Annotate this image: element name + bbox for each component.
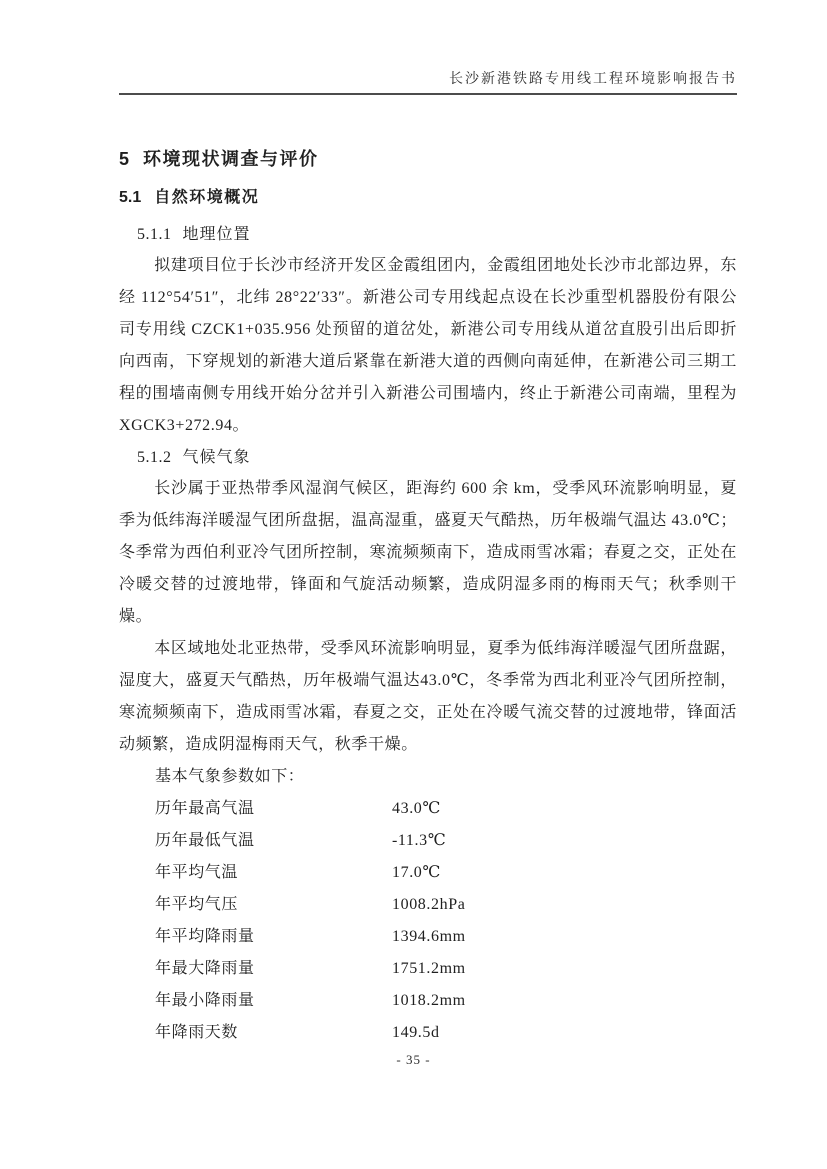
parameter-label: 年最小降雨量	[155, 992, 255, 1009]
parameter-value: 149.5d	[392, 1024, 440, 1041]
document-content	[119, 97, 737, 1049]
paragraph-geography: 拟建项目位于长沙市经济开发区金霞组团内，金霞组团地处长沙市北部边界，东经 112°54′51″，北纬 28°22′33″。新港公司专用线起点设在长沙重型机器股份有限公司专用线 CZCK1+035.956 处预留的道岔处，新港公司专用线从道岔直股引出后即折向西南，下穿规划的新港大道后紧靠在新港大道的西侧向南延伸，在新港公司三期工程的围墙南侧专用线开始分岔并引入新港公司围墙内，终止于新港公司南端，里程为 XGCK3+272.94。	[119, 257, 737, 434]
paragraph-climate-1: 长沙属于亚热带季风湿润气候区，距海约 600 余 km，受季风环流影响明显，夏季为低纬海洋暖湿气团所盘据，温高湿重，盛夏天气酷热，历年极端气温达 43.0℃；冬季常为西伯利亚冷气团所控制，寒流频频南下，造成雨雪冰霜；春夏之交，正处在冷暖交替的过渡地带，锋面和气旋活动频繁，造成阴湿多雨的梅雨天气；秋季则干燥。	[119, 480, 737, 625]
chapter-title: 环境现状调查与评价	[143, 149, 319, 169]
parameter-row-avg-temp	[119, 857, 737, 889]
parameter-value: 43.0℃	[392, 800, 441, 817]
section-title: 自然环境概况	[154, 189, 260, 206]
parameter-label: 年降雨天数	[155, 1024, 239, 1041]
parameter-value: 17.0℃	[392, 864, 441, 881]
subsection-number: 5.1.1	[137, 226, 172, 243]
subsection-heading-geography	[119, 223, 737, 247]
subsection-number: 5.1.2	[137, 449, 172, 466]
parameter-value: 1394.6mm	[392, 928, 466, 945]
section-heading	[119, 186, 737, 210]
subsection-title: 气候气象	[182, 449, 251, 466]
parameter-label: 年平均气温	[155, 864, 239, 881]
chapter-number: 5	[119, 149, 130, 169]
parameter-row-rain-days	[119, 1017, 737, 1049]
parameter-value: 1751.2mm	[392, 960, 466, 977]
page-header	[119, 0, 737, 95]
weather-parameter-list	[119, 793, 737, 1049]
parameter-label: 年平均降雨量	[155, 928, 255, 945]
parameter-row-avg-rainfall	[119, 921, 737, 953]
parameter-label: 年平均气压	[155, 896, 239, 913]
page-number: - 35 -	[396, 1052, 431, 1067]
subsection-heading-climate	[119, 446, 737, 470]
parameter-row-max-rainfall	[119, 953, 737, 985]
header-title: 长沙新港铁路专用线工程环境影响报告书	[449, 72, 737, 87]
parameter-label: 历年最低气温	[155, 832, 255, 849]
paragraph-climate-2: 本区域地处北亚热带，受季风环流影响明显，夏季为低纬海洋暖湿气团所盘踞，湿度大，盛夏天气酷热，历年极端气温达43.0℃，冬季常为西北利亚冷气团所控制，寒流频频南下，造成雨雪冰霜，春夏之交，正处在冷暖气流交替的过渡地带，锋面活动频繁，造成阴湿梅雨天气，秋季干燥。	[119, 640, 737, 753]
parameter-value: 1008.2hPa	[392, 896, 466, 913]
parameter-label: 年最大降雨量	[155, 960, 255, 977]
parameter-row-min-rainfall	[119, 985, 737, 1017]
parameter-value: -11.3℃	[392, 832, 447, 849]
parameter-label: 历年最高气温	[155, 800, 255, 817]
parameter-value: 1018.2mm	[392, 992, 466, 1009]
header-rule	[119, 93, 737, 95]
section-number: 5.1	[119, 189, 142, 206]
parameter-row-min-temp	[119, 825, 737, 857]
weather-parameters-intro: 基本气象参数如下：	[155, 768, 305, 785]
subsection-title: 地理位置	[182, 226, 251, 243]
chapter-heading	[119, 146, 737, 172]
parameter-row-avg-pressure	[119, 889, 737, 921]
parameter-row-max-temp	[119, 793, 737, 825]
page-footer	[0, 1051, 827, 1068]
